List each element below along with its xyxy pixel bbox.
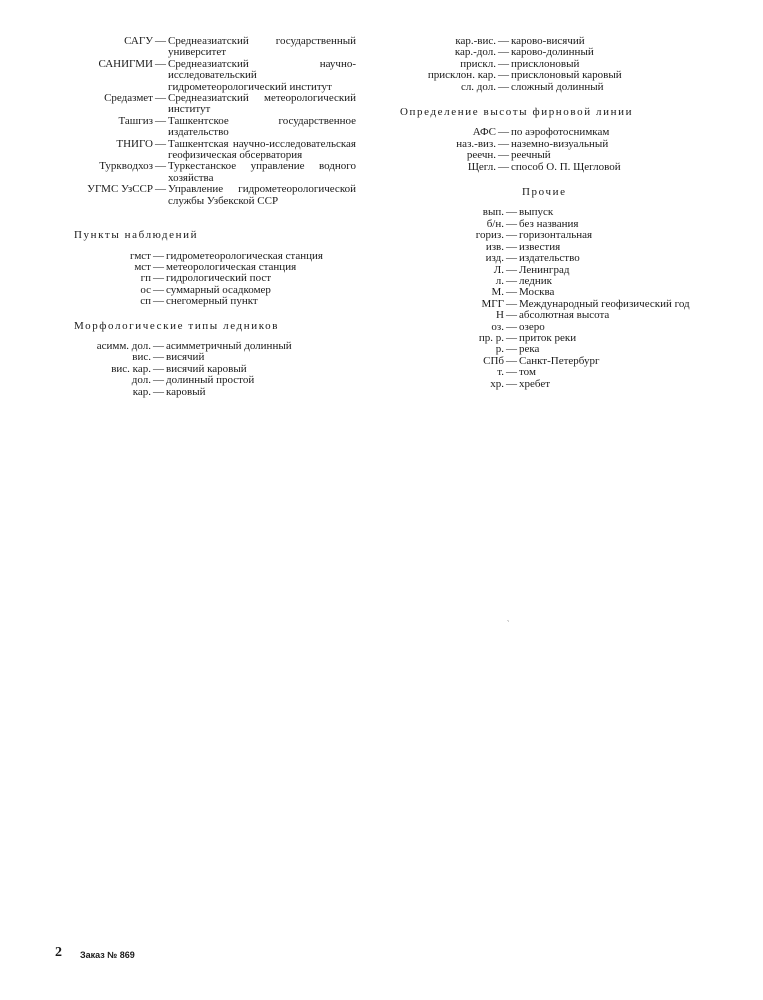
definition: Ленинград	[519, 263, 570, 276]
abbreviation-entry	[56, 375, 356, 386]
abbreviation-entry	[56, 116, 356, 139]
dash-separator: —	[506, 240, 517, 253]
abbreviation-entry	[398, 367, 713, 378]
abbreviation: АФС	[472, 126, 496, 139]
dash-separator: —	[506, 343, 517, 356]
dash-separator: —	[506, 229, 517, 242]
abbreviation: хр.	[490, 377, 504, 390]
abbreviation-entry	[56, 139, 356, 162]
dash-separator: —	[153, 339, 164, 352]
definition: суммарный осадкомер	[166, 283, 271, 296]
abbreviation: реечн.	[466, 149, 496, 162]
abbreviation: изв.	[485, 240, 504, 253]
organizations-list	[56, 36, 356, 207]
dash-separator: —	[506, 366, 517, 379]
abbreviation: ТНИГО	[116, 137, 153, 150]
abbreviation: присклон. кар.	[427, 69, 496, 82]
abbreviation-entry	[398, 356, 713, 367]
abbreviation: оз.	[491, 320, 504, 333]
dash-separator: —	[498, 126, 509, 139]
definition: Санкт-Петербург	[519, 354, 600, 367]
definition: асимметричный долинный	[166, 339, 292, 352]
abbreviation: Л.	[493, 263, 504, 276]
abbreviation: асимм. дол.	[96, 339, 151, 352]
abbreviation: СПб	[483, 354, 504, 367]
definition: Среднеазиатский государственный университет	[168, 35, 356, 59]
abbreviation: Ташгиз	[118, 114, 153, 127]
definition: река	[519, 343, 540, 356]
dash-separator: —	[155, 35, 166, 47]
definition: способ О. П. Щегловой	[511, 160, 621, 173]
other-list	[398, 207, 713, 390]
definition: снегомерный пункт	[166, 295, 258, 308]
left-column	[56, 36, 356, 398]
definition: долинный простой	[166, 374, 255, 387]
abbreviation: гмст	[129, 249, 151, 262]
abbreviation-entry	[398, 253, 713, 264]
abbreviation-entry	[56, 273, 356, 284]
abbreviation-entry	[398, 70, 713, 81]
abbreviation: САНИГМИ	[98, 57, 153, 70]
definition: карово-висячий	[511, 35, 585, 47]
dash-separator: —	[155, 92, 166, 105]
abbreviation-entry	[56, 161, 356, 184]
abbreviation: Щегл.	[467, 160, 496, 173]
abbreviation-entry	[398, 230, 713, 241]
right-column	[398, 36, 713, 390]
abbreviation: кар.-вис.	[455, 35, 496, 47]
definition: озеро	[519, 320, 545, 333]
stations-list	[56, 251, 356, 308]
dash-separator: —	[153, 260, 164, 273]
abbreviation-entry	[398, 82, 713, 93]
abbreviation: кар.	[132, 385, 151, 398]
abbreviation-entry	[56, 184, 356, 207]
abbreviation: кар.-дол.	[454, 46, 496, 59]
abbreviation: гп	[140, 272, 151, 285]
definition: висячий каровый	[166, 362, 247, 375]
abbreviation: пр. р.	[478, 331, 504, 344]
dash-separator: —	[155, 57, 166, 70]
dash-separator: —	[153, 283, 164, 296]
definition: присклоновый	[511, 57, 580, 70]
abbreviation-entry	[398, 333, 713, 344]
dash-separator: —	[498, 69, 509, 82]
abbreviation: Средазмет	[104, 92, 153, 105]
other-heading: Прочие	[522, 186, 567, 199]
definition: Международный геофизический год	[519, 297, 690, 310]
abbreviation: ос	[140, 283, 151, 296]
abbreviation-entry	[398, 265, 713, 276]
definition: присклоновый каровый	[511, 69, 622, 82]
abbreviation: мст	[134, 260, 151, 273]
page-number: 2	[55, 945, 62, 960]
definition: Ташкентская научно-исследовательская геофизическая обсерватория	[168, 137, 356, 162]
abbreviation: т.	[497, 366, 504, 379]
dash-separator: —	[498, 35, 509, 47]
abbreviation: САГУ	[124, 35, 153, 47]
abbreviation-entry	[398, 139, 713, 150]
dash-separator: —	[506, 377, 517, 390]
abbreviation-entry	[398, 310, 713, 321]
abbreviation: изд.	[485, 252, 504, 265]
definition: известия	[519, 240, 561, 253]
definition: каровый	[166, 385, 206, 398]
abbreviation: вис.	[132, 351, 151, 364]
abbreviation: вып.	[482, 206, 504, 219]
dash-separator: —	[153, 295, 164, 308]
dash-separator: —	[155, 114, 166, 127]
abbreviation-entry	[56, 341, 356, 352]
dash-separator: —	[153, 351, 164, 364]
dash-separator: —	[153, 272, 164, 285]
abbreviation-entry	[398, 150, 713, 161]
definition: выпуск	[519, 206, 554, 219]
dash-separator: —	[506, 274, 517, 287]
dash-separator: —	[498, 46, 509, 59]
abbreviation-entry	[56, 296, 356, 307]
abbreviation: Турквoдхоз	[99, 160, 153, 173]
definition: Ташкентское государственное издательство	[168, 114, 356, 139]
definition: сложный долинный	[511, 80, 604, 93]
definition: ледник	[519, 274, 552, 287]
stations-heading: Пункты наблюдений	[74, 229, 199, 242]
dash-separator: —	[506, 297, 517, 310]
dash-separator: —	[506, 217, 517, 230]
firn-line-heading: Определение высоты фирновой линии	[400, 106, 634, 119]
abbreviation: МГГ	[481, 297, 504, 310]
definition: реечный	[511, 149, 551, 162]
abbreviation: р.	[495, 343, 504, 356]
morph-types-list	[56, 341, 356, 398]
morph-types-list-continued	[398, 36, 713, 93]
abbreviation: сп	[140, 295, 151, 308]
dash-separator: —	[155, 137, 166, 150]
firn-line-list	[398, 127, 713, 173]
abbreviation-entry	[56, 59, 356, 93]
dash-separator: —	[506, 206, 517, 219]
abbreviation: сл. дол.	[460, 80, 496, 93]
dash-separator: —	[506, 263, 517, 276]
definition: горизонтальная	[519, 229, 593, 242]
abbreviation-entry	[56, 93, 356, 116]
abbreviation: УГМС УзССР	[87, 183, 153, 196]
definition: наземно-визуальный	[511, 137, 609, 150]
abbreviation-entry	[398, 379, 713, 390]
definition: Среднеазиатский метеорологический институт	[168, 92, 356, 116]
definition: карово-долинный	[511, 46, 594, 59]
dash-separator: —	[153, 362, 164, 375]
dash-separator: —	[498, 57, 509, 70]
dash-separator: —	[153, 385, 164, 398]
abbreviation: б/н.	[486, 217, 504, 230]
dash-separator: —	[498, 80, 509, 93]
definition: том	[519, 366, 536, 379]
abbreviation-entry	[56, 36, 356, 59]
abbreviation: М.	[491, 286, 504, 299]
dash-separator: —	[506, 309, 517, 322]
dash-separator: —	[153, 374, 164, 387]
abbreviation: наз.-виз.	[456, 137, 496, 150]
morph-types-heading: Морфологические типы ледников	[74, 319, 280, 332]
abbreviation: л.	[495, 274, 504, 287]
dash-separator: —	[153, 249, 164, 262]
definition: хребет	[519, 377, 551, 390]
definition: издательство	[519, 252, 580, 265]
abbreviation: гориз.	[475, 229, 504, 242]
abbreviation: прискл.	[460, 57, 496, 70]
dash-separator: —	[498, 149, 509, 162]
abbreviation-entry	[56, 387, 356, 398]
abbreviation: дол.	[131, 374, 151, 387]
dash-separator: —	[155, 183, 166, 196]
definition: метеорологическая станция	[166, 260, 297, 273]
abbreviation-entry	[398, 162, 713, 173]
definition: абсолютная высота	[519, 309, 610, 322]
dash-separator: —	[155, 160, 166, 173]
dash-separator: —	[506, 320, 517, 333]
definition: висячий	[166, 351, 205, 364]
definition: Среднеазиатский научно-исследовательский гидрометеорологический институт	[168, 57, 356, 93]
definition: Москва	[519, 286, 555, 299]
order-label: Заказ № 869	[80, 950, 135, 960]
abbreviation-entry	[398, 276, 713, 287]
definition: по аэрофотоснимкам	[511, 126, 610, 139]
dash-separator: —	[506, 331, 517, 344]
dash-separator: —	[506, 354, 517, 367]
dash-separator: —	[498, 160, 509, 173]
dash-separator: —	[498, 137, 509, 150]
dash-separator: —	[506, 252, 517, 265]
stray-mark: ˎ	[507, 614, 510, 622]
definition: гидрометеорологическая станция	[166, 249, 323, 262]
abbreviation: Н	[496, 309, 504, 322]
abbreviation: вис. кар.	[111, 362, 151, 375]
definition: гидрологический пост	[166, 272, 272, 285]
definition: без названия	[519, 217, 579, 230]
definition: приток реки	[519, 331, 577, 344]
dash-separator: —	[506, 286, 517, 299]
abbreviation-entry	[398, 287, 713, 298]
definition: Туркестанское управление водного хозяйства	[168, 160, 356, 184]
definition: Управление гидрометеорологической службы Узбекской ССР	[168, 183, 356, 207]
